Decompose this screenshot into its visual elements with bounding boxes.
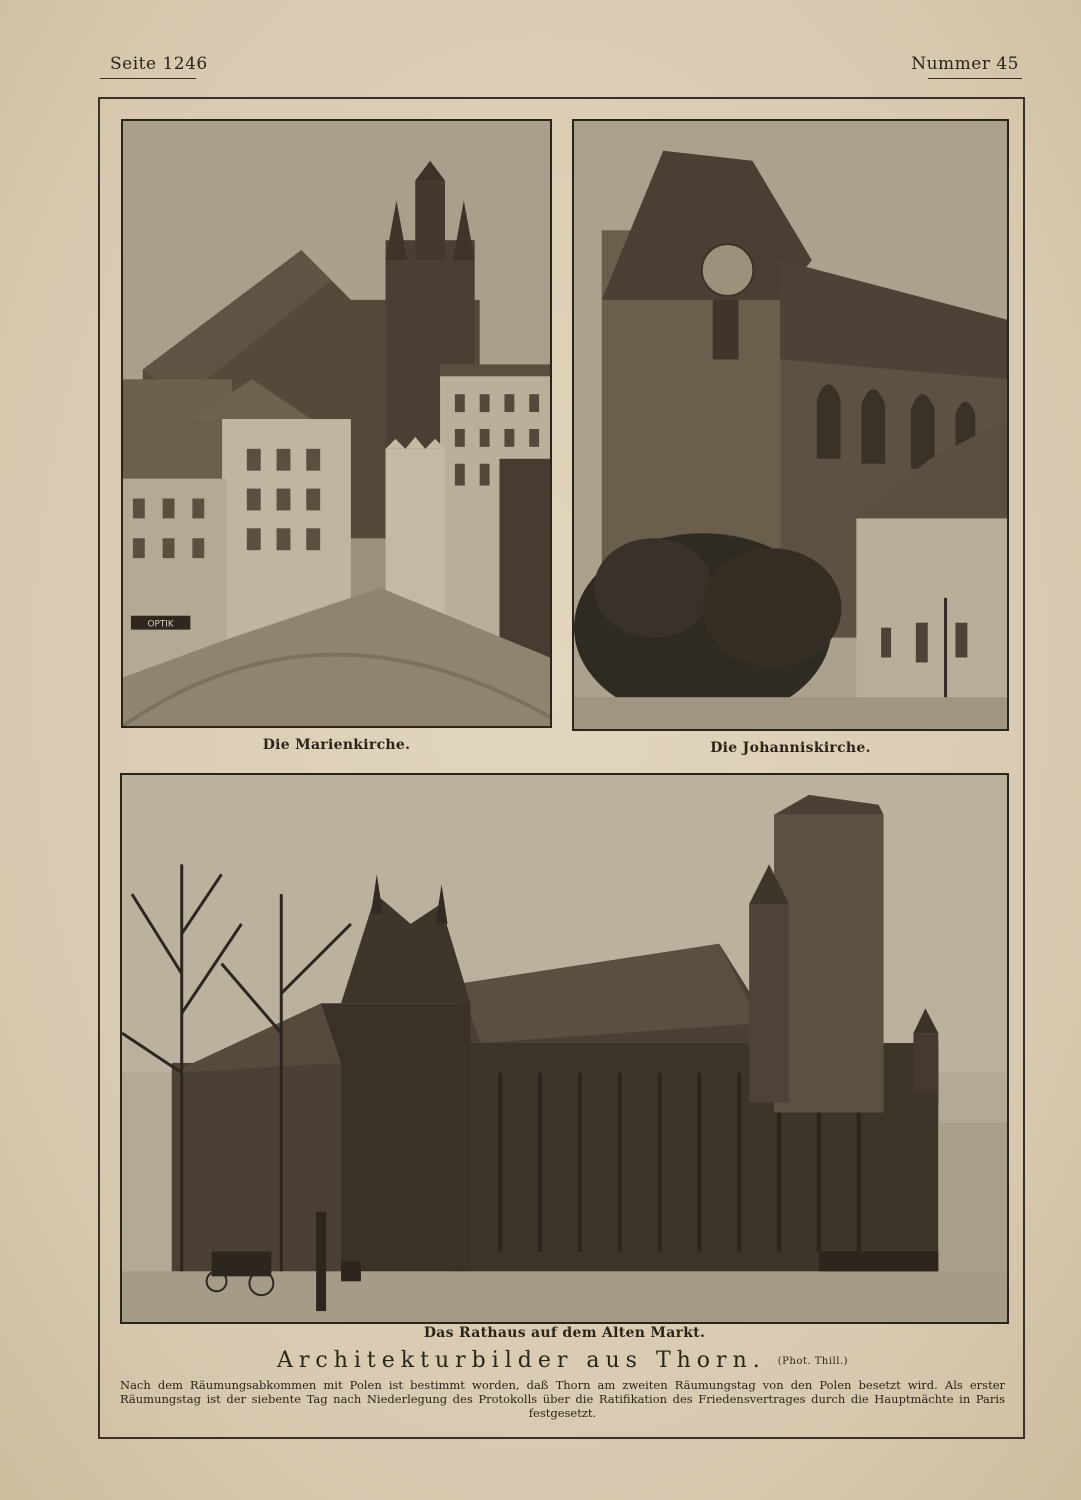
page-number: Seite 1246	[110, 54, 208, 74]
photo-rathaus	[120, 773, 1009, 1324]
caption-rathaus: Das Rathaus auf dem Alten Markt.	[423, 1325, 706, 1341]
marienkirche-image	[123, 121, 550, 726]
photo-credit: (Phot. Thill.)	[777, 1355, 849, 1367]
photo-johanniskirche	[572, 119, 1009, 731]
article-title-row	[120, 1348, 1005, 1373]
caption-johanniskirche: Die Johanniskirche.	[710, 740, 871, 756]
photo-marienkirche	[121, 119, 552, 728]
header-rule-left	[100, 78, 196, 79]
rathaus-image	[122, 775, 1007, 1322]
issue-number: Nummer 45	[911, 54, 1019, 74]
article-title: Architekturbilder aus Thorn.	[276, 1348, 766, 1373]
johanniskirche-image	[574, 121, 1007, 729]
caption-marienkirche: Die Marienkirche.	[262, 737, 411, 753]
header-rule-right	[928, 78, 1022, 79]
article-body: Nach dem Räumungsabkommen mit Polen ist bestimmt worden, daß Thorn am zweiten Räumungstag von den Polen besetzt wird. Als erster Räumungstag ist der siebente Tag nach Niederlegung des Protokolls über die Ratifikation des Friedensvertrages durch die Hauptmächte in Paris festgesetzt.	[120, 1378, 1005, 1420]
optik-sign: OPTIK	[147, 619, 174, 630]
